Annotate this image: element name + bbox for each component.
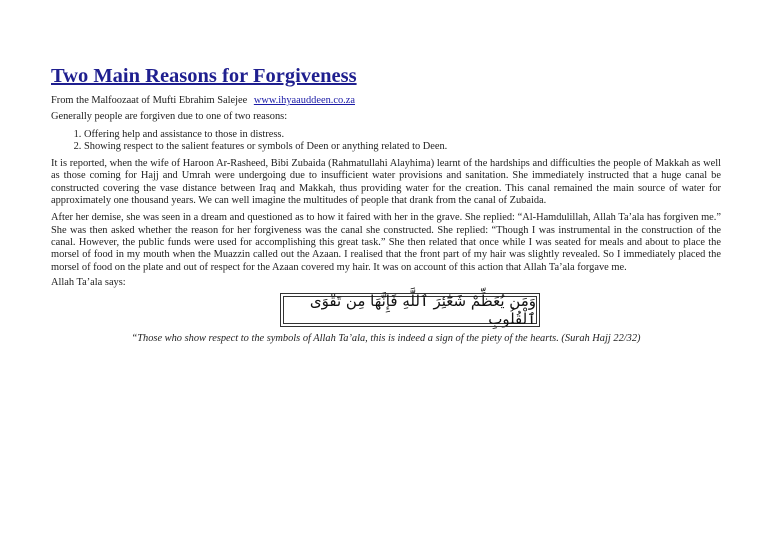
arabic-verse-text: وَمَن يُعَظِّمْ شَعَٰٓئِرَ ٱللَّهِ فَإِنَّهَا مِن تَقْوَى ٱلْقُلُوبِ <box>309 292 536 329</box>
document-page <box>51 64 721 345</box>
page-title: Two Main Reasons for Forgiveness <box>51 65 357 87</box>
verse-translation: “Those who show respect to the symbols of Allah Ta’ala, this is indeed a sign of the piety of the hearts. (Surah Hajj 22/32) <box>131 333 641 345</box>
arabic-verse-box <box>283 292 537 329</box>
source-line <box>51 95 721 107</box>
intro-text: Generally people are forgiven due to one of two reasons: <box>51 111 288 123</box>
reasons-list <box>51 129 721 154</box>
source-text: From the Malfoozaat of Mufti Ebrahim Salejee <box>51 95 248 106</box>
paragraph-zubaida-canal: It is reported, when the wife of Haroon Ar-Rasheed, Bibi Zubaida (Rahmatullahi Alayhima) learnt of the hardships and difficulties the people of Makkah as well as those coming for Hajj and Umrah were undergoing due to insufficient water provisions and sanitation. She immediately instructed that a huge canal be constructed covering the vase distance between Iraq and Makkah, thus providing water for the creation. This canal remained the main source of water for approximately one thousand years. We can well imagine the multitudes of people that drank from the canal of Zubaida. <box>51 158 721 207</box>
website-link[interactable]: www.ihyaauddeen.co.za <box>253 95 355 106</box>
reason-item: 2. Showing respect to the salient features or symbols of Deen or anything related to Deen. <box>84 141 721 153</box>
allah-says-line: Allah Ta’ala says: <box>51 276 126 288</box>
reason-item: 1. Offering help and assistance to those in distress. <box>84 129 721 141</box>
paragraph-dream: After her demise, she was seen in a dream and questioned as to how it faired with her in the grave. She replied: “Al-Hamdulillah, Allah Ta’ala has forgiven me.” She was then asked whether the reason for her forgiveness was the canal she constructed. She replied: “Though I was instrumental in the construction of the canal. However, the public funds were used for accomplishing this great task.” She then related that once while I was seated for meals and about to place the morsel of food in my mouth when the Muazzin called out the Azaan. I realised that the front part of my hair was slightly revealed. So I immediately placed the morsel of food on the plate and out of respect for the Azaan covered my hair. It was on account of this action that Allah Ta’ala forgave me. <box>51 212 721 273</box>
